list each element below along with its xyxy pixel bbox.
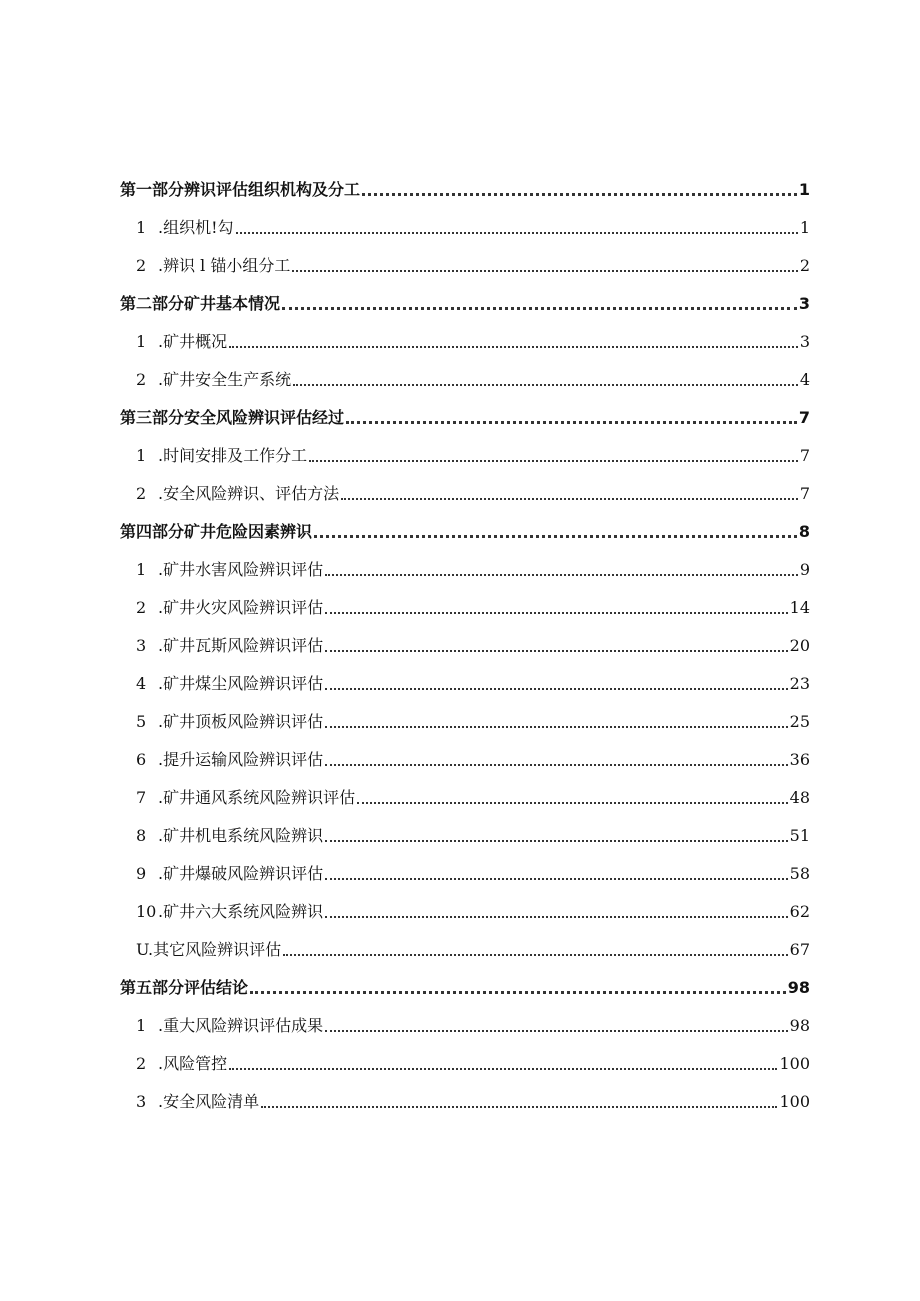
toc-entry-number: 2 — [136, 370, 147, 389]
toc-leader-dots — [250, 991, 786, 994]
toc-page-number: 3 — [798, 294, 810, 313]
toc-page-number: 1 — [799, 218, 810, 237]
toc-entry-text: U.其它风险辨识评估 — [136, 940, 282, 959]
toc-entry-text: .矿井煤尘风险辨识评估 — [158, 674, 324, 693]
toc-entry-number: 1 — [136, 218, 147, 237]
toc-leader-dots — [341, 498, 798, 500]
toc-entry-text: .矿井机电系统风险辨识 — [158, 826, 324, 845]
toc-entry[interactable] — [120, 1042, 810, 1080]
toc-entry-text: .矿井安全生产系统 — [158, 370, 292, 389]
toc-leader-dots — [229, 346, 798, 348]
toc-entry-number: 6 — [136, 750, 147, 769]
toc-entry-text: .矿井火灾风险辨识评估 — [158, 598, 324, 617]
toc-page-number: 20 — [789, 636, 810, 655]
toc-entry-text: .矿井概况 — [158, 332, 228, 351]
toc-entry-number: 9 — [136, 864, 147, 883]
toc-leader-dots — [346, 421, 797, 424]
toc-entry-text: .安全风险清单 — [158, 1092, 260, 1111]
toc-page-number: 23 — [789, 674, 810, 693]
toc-entry[interactable] — [120, 472, 810, 510]
toc-leader-dots — [283, 954, 788, 956]
toc-leader-dots — [357, 802, 788, 804]
toc-entry[interactable] — [120, 776, 810, 814]
toc-leader-dots — [325, 764, 788, 766]
toc-page-number: 7 — [798, 408, 810, 427]
toc-entry-number: 2 — [136, 256, 147, 275]
toc-page-number: 98 — [789, 1016, 810, 1035]
toc-leader-dots — [229, 1068, 777, 1070]
toc-entry[interactable] — [120, 852, 810, 890]
toc-page-number: 98 — [787, 978, 810, 997]
toc-entry-text: .矿井顶板风险辨识评估 — [158, 712, 324, 731]
toc-entry[interactable] — [120, 548, 810, 586]
toc-leader-dots — [325, 688, 788, 690]
toc-entry[interactable] — [120, 434, 810, 472]
toc-entry[interactable] — [120, 320, 810, 358]
toc-entry-number: 7 — [136, 788, 147, 807]
toc-leader-dots — [325, 1030, 788, 1032]
toc-leader-dots — [261, 1106, 777, 1108]
toc-leader-dots — [293, 384, 798, 386]
toc-entry[interactable] — [120, 890, 810, 928]
toc-entry[interactable] — [120, 244, 810, 282]
toc-page-number: 48 — [789, 788, 810, 807]
toc-entry-text: .重大风险辨识评估成果 — [158, 1016, 324, 1035]
toc-entry-number: 2 — [136, 1054, 147, 1073]
toc-entry-text: .提升运输风险辨识评估 — [158, 750, 324, 769]
toc-entry[interactable] — [120, 662, 810, 700]
toc-entry[interactable] — [120, 206, 810, 244]
table-of-contents — [120, 168, 810, 1118]
toc-entry-part-1[interactable] — [120, 168, 810, 206]
toc-entry-number: 1 — [136, 446, 147, 465]
toc-entry-part-4[interactable] — [120, 510, 810, 548]
toc-entry-number: 1 — [136, 1016, 147, 1035]
toc-page-number: 9 — [799, 560, 810, 579]
toc-entry-text: .辨识 l 锚小组分工 — [158, 256, 291, 275]
toc-leader-dots — [282, 307, 797, 310]
toc-entry-text: 第三部分安全风险辨识评估经过 — [120, 408, 345, 427]
toc-entry-number: 4 — [136, 674, 147, 693]
toc-entry[interactable] — [120, 814, 810, 852]
toc-page-number: 58 — [789, 864, 810, 883]
toc-page-number: 25 — [789, 712, 810, 731]
toc-entry-number: 5 — [136, 712, 147, 731]
toc-entry-number: 1 — [136, 560, 147, 579]
toc-leader-dots — [325, 726, 788, 728]
toc-page-number: 67 — [789, 940, 810, 959]
toc-page-number: 7 — [799, 446, 810, 465]
toc-page-number: 2 — [799, 256, 810, 275]
toc-leader-dots — [325, 878, 788, 880]
toc-leader-dots — [325, 574, 798, 576]
toc-entry-number: 1 — [136, 332, 147, 351]
toc-page-number: 8 — [798, 522, 810, 541]
toc-entry-text: 第四部分矿井危险因素辨识 — [120, 522, 313, 541]
toc-entry-number: 8 — [136, 826, 147, 845]
toc-leader-dots — [325, 840, 788, 842]
toc-entry-text: .风险管控 — [158, 1054, 228, 1073]
toc-entry-number: 10 — [136, 902, 157, 921]
toc-entry[interactable] — [120, 358, 810, 396]
toc-entry-text: .矿井瓦斯风险辨识评估 — [158, 636, 324, 655]
toc-entry[interactable] — [120, 624, 810, 662]
toc-page-number: 7 — [799, 484, 810, 503]
toc-entry-text: .矿井爆破风险辨识评估 — [158, 864, 324, 883]
toc-leader-dots — [314, 535, 797, 538]
toc-entry-text: 第二部分矿井基本情况 — [120, 294, 281, 313]
toc-leader-dots — [362, 193, 797, 196]
toc-entry-part-5[interactable] — [120, 966, 810, 1004]
toc-page-number: 51 — [789, 826, 810, 845]
toc-entry-text: .安全风险辨识、评估方法 — [158, 484, 340, 503]
toc-entry-text: .矿井水害风险辨识评估 — [158, 560, 324, 579]
toc-leader-dots — [292, 270, 797, 272]
toc-entry-number: 3 — [136, 1092, 147, 1111]
toc-page-number: 100 — [779, 1092, 810, 1111]
toc-entry[interactable] — [120, 1080, 810, 1118]
toc-entry[interactable] — [120, 928, 810, 966]
toc-entry[interactable] — [120, 586, 810, 624]
toc-page-number: 100 — [779, 1054, 810, 1073]
toc-page-number: 3 — [799, 332, 810, 351]
toc-entry[interactable] — [120, 700, 810, 738]
toc-entry-part-3[interactable] — [120, 396, 810, 434]
toc-entry[interactable] — [120, 1004, 810, 1042]
toc-page-number: 4 — [799, 370, 810, 389]
toc-entry[interactable] — [120, 738, 810, 776]
toc-page-number: 36 — [789, 750, 810, 769]
toc-entry-part-2[interactable] — [120, 282, 810, 320]
toc-entry-number: 3 — [136, 636, 147, 655]
toc-entry-text: 第五部分评估结论 — [120, 978, 249, 997]
toc-leader-dots — [325, 612, 788, 614]
toc-entry-text: .时间安排及工作分工 — [158, 446, 308, 465]
toc-leader-dots — [325, 916, 788, 918]
toc-leader-dots — [325, 650, 788, 652]
toc-entry-text: .矿井通风系统风险辨识评估 — [158, 788, 356, 807]
toc-leader-dots — [309, 460, 798, 462]
toc-page-number: 1 — [798, 180, 810, 199]
toc-leader-dots — [236, 232, 798, 234]
toc-entry-number: 2 — [136, 598, 147, 617]
toc-entry-text: .组织机!勾 — [158, 218, 234, 237]
toc-entry-text: 第一部分辨识评估组织机构及分工 — [120, 180, 361, 199]
toc-page-number: 14 — [789, 598, 810, 617]
toc-entry-text: .矿井六大系统风险辨识 — [158, 902, 324, 921]
toc-entry-number: 2 — [136, 484, 147, 503]
toc-page-number: 62 — [789, 902, 810, 921]
